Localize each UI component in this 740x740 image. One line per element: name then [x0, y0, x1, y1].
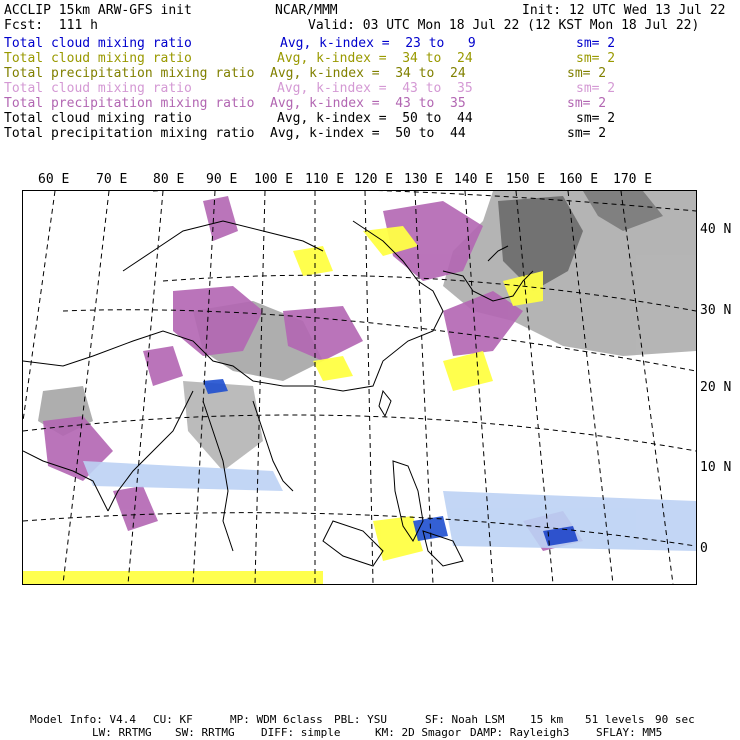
footer-levels: 51 levels	[585, 713, 645, 726]
lon-label: 60 E	[38, 172, 70, 187]
footer-timestep: 90 sec	[655, 713, 695, 726]
lat-label: 0	[700, 541, 708, 556]
legend-row	[4, 126, 734, 141]
footer-pbl: PBL: YSU	[334, 713, 387, 726]
legend-row	[4, 36, 734, 51]
field-label: Total precipitation mixing ratio	[4, 96, 255, 111]
field-avg: Avg, k-index = 34 to 24	[277, 51, 473, 66]
legend-row	[4, 66, 734, 81]
field-smoothing: sm= 2	[567, 66, 607, 81]
legend-row	[4, 51, 734, 66]
lon-label: 140 E	[454, 172, 494, 187]
footer-km: KM: 2D Smagor	[375, 726, 462, 739]
field-smoothing: sm= 2	[567, 126, 607, 141]
field-label: Total cloud mixing ratio	[4, 36, 192, 51]
valid-time: Valid: 03 UTC Mon 18 Jul 22 (12 KST Mon 18 Jul 22)	[308, 18, 700, 33]
legend-row	[4, 96, 734, 111]
footer-cu: CU: KF	[153, 713, 193, 726]
footer-mp: MP: WDM 6class	[230, 713, 323, 726]
lon-label: 120 E	[354, 172, 394, 187]
footer-sflay: SFLAY: MM5	[596, 726, 663, 739]
field-avg: Avg, k-index = 43 to 35	[270, 96, 466, 111]
lat-label: 40 N	[700, 222, 732, 237]
lat-label: 10 N	[700, 460, 732, 475]
field-avg: Avg, k-index = 34 to 24	[270, 66, 466, 81]
field-label: Total cloud mixing ratio	[4, 81, 192, 96]
lat-label: 20 N	[700, 380, 732, 395]
field-label: Total precipitation mixing ratio	[4, 66, 255, 81]
lat-label: 30 N	[700, 303, 732, 318]
lon-label: 130 E	[404, 172, 444, 187]
legend-row	[4, 111, 734, 126]
lon-label: 150 E	[506, 172, 546, 187]
model-title: ACCLIP 15km ARW-GFS init	[4, 3, 192, 18]
footer-resolution: 15 km	[530, 713, 564, 726]
footer-lw: LW: RRTMG	[92, 726, 152, 739]
field-smoothing: sm= 2	[576, 81, 616, 96]
field-avg: Avg, k-index = 43 to 35	[277, 81, 473, 96]
lon-label: 160 E	[559, 172, 599, 187]
organization: NCAR/MMM	[275, 3, 338, 18]
footer-diff: DIFF: simple	[261, 726, 341, 739]
field-label: Total cloud mixing ratio	[4, 111, 192, 126]
field-smoothing: sm= 2	[576, 36, 616, 51]
footer-model-info: Model Info: V4.4	[30, 713, 136, 726]
footer-damp: DAMP: Rayleigh3	[470, 726, 570, 739]
field-avg: Avg, k-index = 50 to 44	[270, 126, 466, 141]
lon-label: 80 E	[153, 172, 185, 187]
field-smoothing: sm= 2	[567, 96, 607, 111]
lon-label: 110 E	[305, 172, 345, 187]
footer-sw: SW: RRTMG	[175, 726, 235, 739]
lon-label: 100 E	[254, 172, 294, 187]
field-smoothing: sm= 2	[576, 111, 616, 126]
footer-sf: SF: Noah LSM	[425, 713, 505, 726]
forecast-hour: Fcst: 111 h	[4, 18, 98, 33]
lon-label: 90 E	[206, 172, 238, 187]
field-label: Total cloud mixing ratio	[4, 51, 192, 66]
field-smoothing: sm= 2	[576, 51, 616, 66]
field-label: Total precipitation mixing ratio	[4, 126, 255, 141]
legend-row	[4, 81, 734, 96]
field-avg: Avg, k-index = 50 to 44	[277, 111, 473, 126]
field-avg: Avg, k-index = 23 to 9	[280, 36, 476, 51]
init-time: Init: 12 UTC Wed 13 Jul 22	[522, 3, 726, 18]
forecast-map	[22, 190, 697, 585]
lon-label: 170 E	[613, 172, 653, 187]
lon-label: 70 E	[96, 172, 128, 187]
